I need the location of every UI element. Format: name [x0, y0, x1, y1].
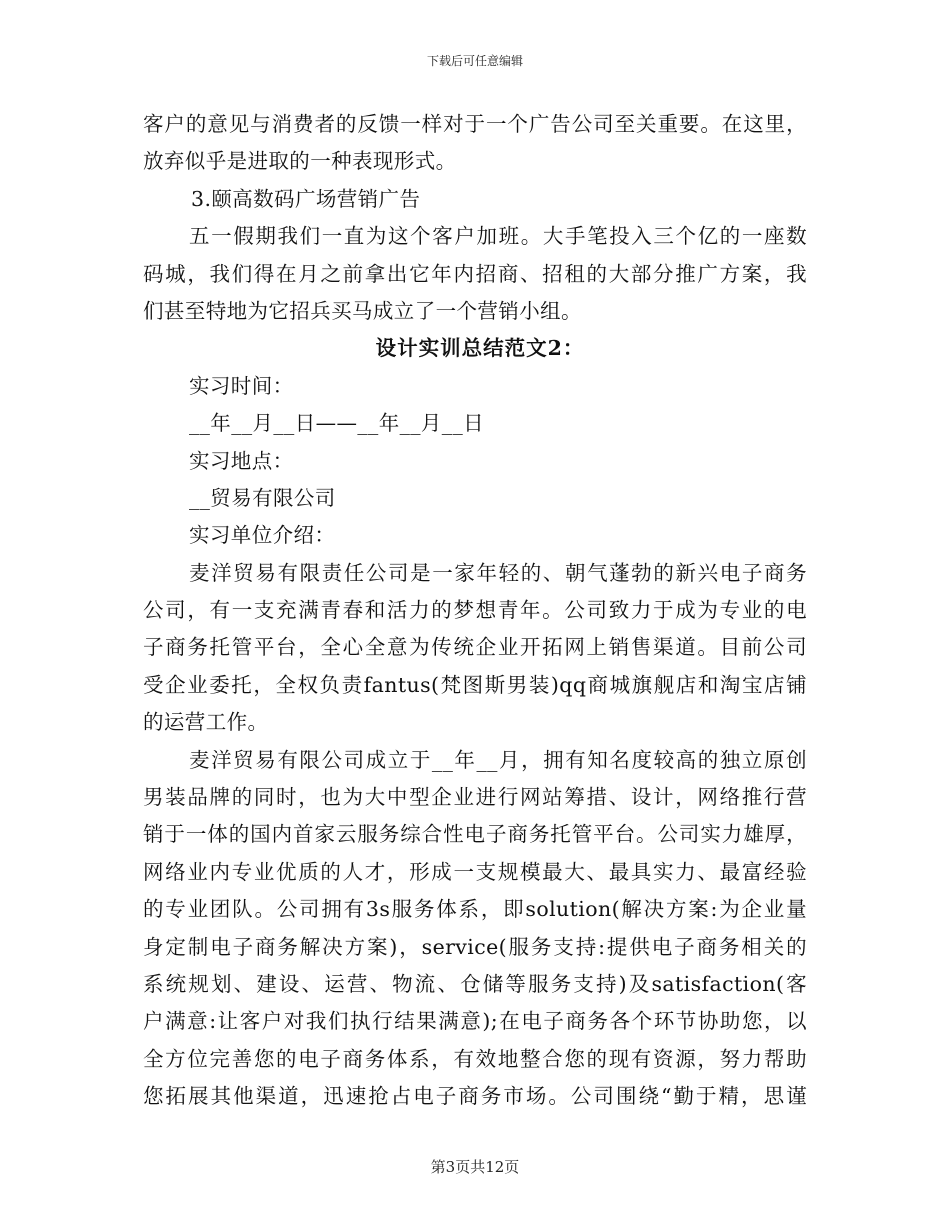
text-line: 3.颐高数码广场营销广告 — [191, 186, 421, 211]
text-line: 的运营工作。 — [143, 710, 269, 735]
text-line: 户满意:让客户对我们执行结果满意);在电子商务各个环节协助您，以 — [143, 1009, 807, 1034]
text-line: __年__月__日——__年__月__日 — [189, 411, 484, 436]
text-line: 男装品牌的同时，也为大中型企业进行网站筹措、设计，网络推行营 — [143, 785, 807, 810]
text-line: 五一假期我们一直为这个客户加班。大手笔投入三个亿的一座数 — [189, 224, 807, 249]
text-line: __贸易有限公司 — [189, 485, 336, 510]
text-line: 的专业团队。公司拥有3s服务体系，即solution(解决方案:为企业量 — [143, 897, 807, 922]
section-heading: 设计实训总结范文2： — [375, 336, 585, 361]
text-line: 麦洋贸易有限公司成立于__年__月，拥有知名度较高的独立原创 — [189, 747, 807, 772]
text-line: 受企业委托，全权负责fantus(梵图斯男装)qq商城旗舰店和淘宝店铺 — [143, 672, 807, 697]
text-line: 您拓展其他渠道，迅速抢占电子商务市场。公司围绕“勤于精，思谨 — [143, 1084, 807, 1109]
document-body — [143, 106, 807, 1116]
page-header: 下载后可任意编辑 — [426, 54, 523, 68]
text-line: 客户的意见与消费者的反馈一样对于一个广告公司至关重要。在这里， — [143, 112, 807, 136]
text-line: 放弃似乎是进取的一种表现形式。 — [143, 149, 457, 174]
text-line: 们甚至特地为它招兵买马成立了一个营销小组。 — [143, 298, 582, 323]
text-line: 实习地点： — [189, 448, 294, 473]
text-line: 网络业内专业优质的人才，形成一支规模最大、最具实力、最富经验 — [143, 859, 807, 884]
text-line: 子商务托管平台，全心全意为传统企业开拓网上销售渠道。目前公司 — [143, 635, 807, 660]
page-footer: 第3页共12页 — [430, 1158, 520, 1176]
text-line: 码城，我们得在月之前拿出它年内招商、招租的大部分推广方案，我 — [143, 261, 807, 286]
text-line: 销于一体的国内首家云服务综合性电子商务托管平台。公司实力雄厚， — [143, 822, 807, 847]
text-line: 身定制电子商务解决方案)，service(服务支持:提供电子商务相关的 — [143, 934, 807, 959]
text-line: 全方位完善您的电子商务体系，有效地整合您的现有资源，努力帮助 — [143, 1046, 807, 1071]
text-line: 公司，有一支充满青春和活力的梦想青年。公司致力于成为专业的电 — [143, 598, 807, 623]
text-line: 实习单位介绍： — [189, 523, 336, 548]
text-line: 实习时间： — [189, 373, 294, 398]
text-line: 系统规划、建设、运营、物流、仓储等服务支持)及satisfaction(客 — [143, 971, 807, 996]
text-line: 麦洋贸易有限责任公司是一家年轻的、朝气蓬勃的新兴电子商务 — [189, 560, 807, 585]
